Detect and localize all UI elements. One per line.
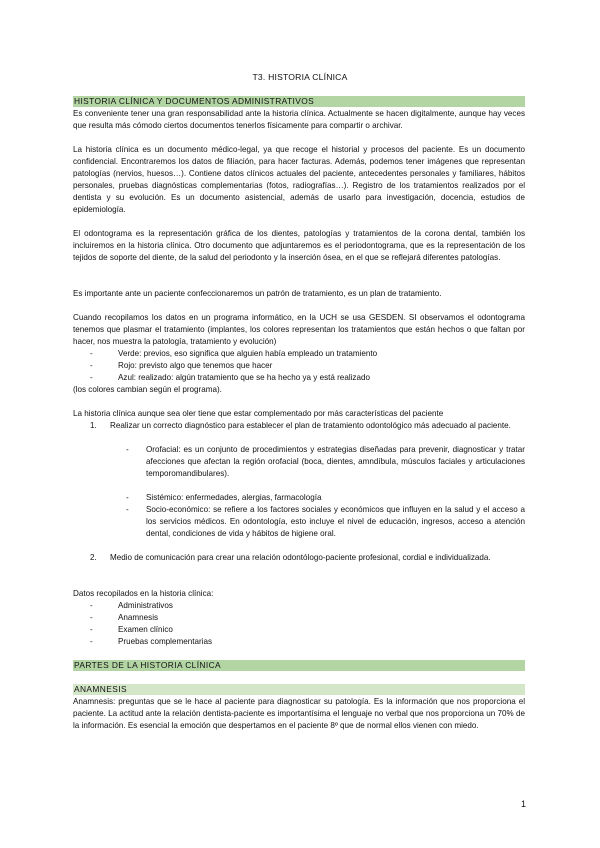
list-item: - Pruebas complementarias bbox=[90, 636, 213, 646]
numbered-item-1: 1. Realizar un correcto diagnóstico para establecer el plan de tratamiento odontológico más adecuado al paciente. bbox=[90, 421, 511, 430]
list-item: - Verde: previos, eso significa que alguien había empleado un tratamiento bbox=[90, 349, 378, 358]
colors-list bbox=[90, 348, 525, 384]
paragraph-patron-tratamiento: Es importante ante un paciente confeccionaremos un patrón de tratamiento, es un plan de tratamiento. bbox=[73, 289, 442, 298]
datos-intro: Datos recopilados en la historia clínica: bbox=[73, 589, 214, 598]
sublist-sistemico: - Sistémico: enfermedades, alergias, farmacología bbox=[126, 493, 322, 502]
subheading-anamnesis: ANAMNESIS bbox=[73, 684, 525, 695]
page-number: 1 bbox=[520, 799, 526, 809]
page-title: T3. HISTORIA CLÍNICA bbox=[252, 72, 348, 82]
paragraph-caracteristicas: La historia clínica aunque sea oler tiene que estar complementado por más características del paciente bbox=[73, 409, 444, 418]
list-item: - Administrativos bbox=[90, 601, 173, 610]
sublist-socio-economico: - Socio-económico: se refiere a los factores sociales y económicos que influyen en la salud y el acceso a los servicios médicos. En odontología, esto incluye el nivel de educación, ingresos, acceso a atención dental, condiciones de vida y hábitos de higiene oral. bbox=[126, 505, 525, 538]
numbered-item-2: 2. Medio de comunicación para crear una relación odontólogo-paciente profesional, cordial e individualizada. bbox=[90, 553, 491, 562]
list-item: - Anamnesis bbox=[90, 612, 159, 622]
paragraph-odontograma: El odontograma es la representación gráfica de los dientes, patologías y tratamientos de la corona dental, también los incluiremos en la historia clínica. Otro documento que adjuntaremos es el periodontograma, que es la representación de los tejidos de soporte del diente, de la salud del periodonto y la inserción ósea, en el que se reflejará diferentes patologías. bbox=[73, 229, 525, 262]
paragraph-documento-medico-legal: La historia clínica es un documento médico-legal, ya que recoge el historial y procesos del paciente. Es un documento confidencial. Encontraremos los datos de filiación, para hacer facturas. Además, podemos tener imágenes que representan patologías (nervios, huesos…). Contiene datos clínicos actuales del paciente, antecedentes personales y familiares, hábitos personales, pruebas diagnósticas complementarias (fotos, radiografías…). Registro de los tratamientos realizados por el dentista y su evolución. Es un documento asistencial, además de usarlo para investigación, docencia, estudios de epidemiología. bbox=[73, 145, 525, 214]
paragraph-anamnesis: Anamnesis: preguntas que se le hace al paciente para diagnosticar su patología. Es la información que nos proporciona el paciente. La actitud ante la relación dentista-paciente es importantísima el lenguaje no verbal que nos proporciona un 70% de la información. Es esencial la emoción que despertamos en el paciente 8º que de normal ellos vienen con miedo. bbox=[73, 697, 525, 730]
paragraph-responsabilidad: Es conveniente tener una gran responsabilidad ante la historia clínica. Actualmente se hacen digitalmente, aunque hay veces que resulta más cómodo ciertos documentos tenerlos físicamente para compartir o archivar. bbox=[73, 109, 525, 130]
datos-list bbox=[90, 600, 525, 648]
list-item: - Examen clínico bbox=[90, 624, 173, 634]
colors-note: (los colores cambian según el programa). bbox=[73, 385, 222, 394]
list-item: - Rojo: previsto algo que tenemos que hacer bbox=[90, 360, 273, 370]
section-heading-partes: PARTES DE LA HISTORIA CLÍNICA bbox=[73, 660, 525, 671]
paragraph-gesden: Cuando recopilamos los datos en un programa informático, en la UCH se usa GESDEN. SI observamos el odontograma tenemos que plasmar el tratamiento (implantes, los colores representan los tratamientos que están hechos o que faltan por hacer, nos muestra la patología, tratamiento y evolución) bbox=[73, 313, 525, 346]
list-item: - Azul: realizado: algún tratamiento que se ha hecho ya y está realizado bbox=[90, 372, 370, 382]
section-heading-historia-clinica: HISTORIA CLÍNICA Y DOCUMENTOS ADMINISTRATIVOS bbox=[73, 96, 525, 107]
sublist-orofacial: - Orofacial: es un conjunto de procedimientos y estrategias diseñadas para prevenir, diagnosticar y tratar afecciones que afectan la región orofacial (boca, dientes, amndíbula, músculos faciales y articulaciones temporomandibulares). bbox=[126, 445, 525, 478]
